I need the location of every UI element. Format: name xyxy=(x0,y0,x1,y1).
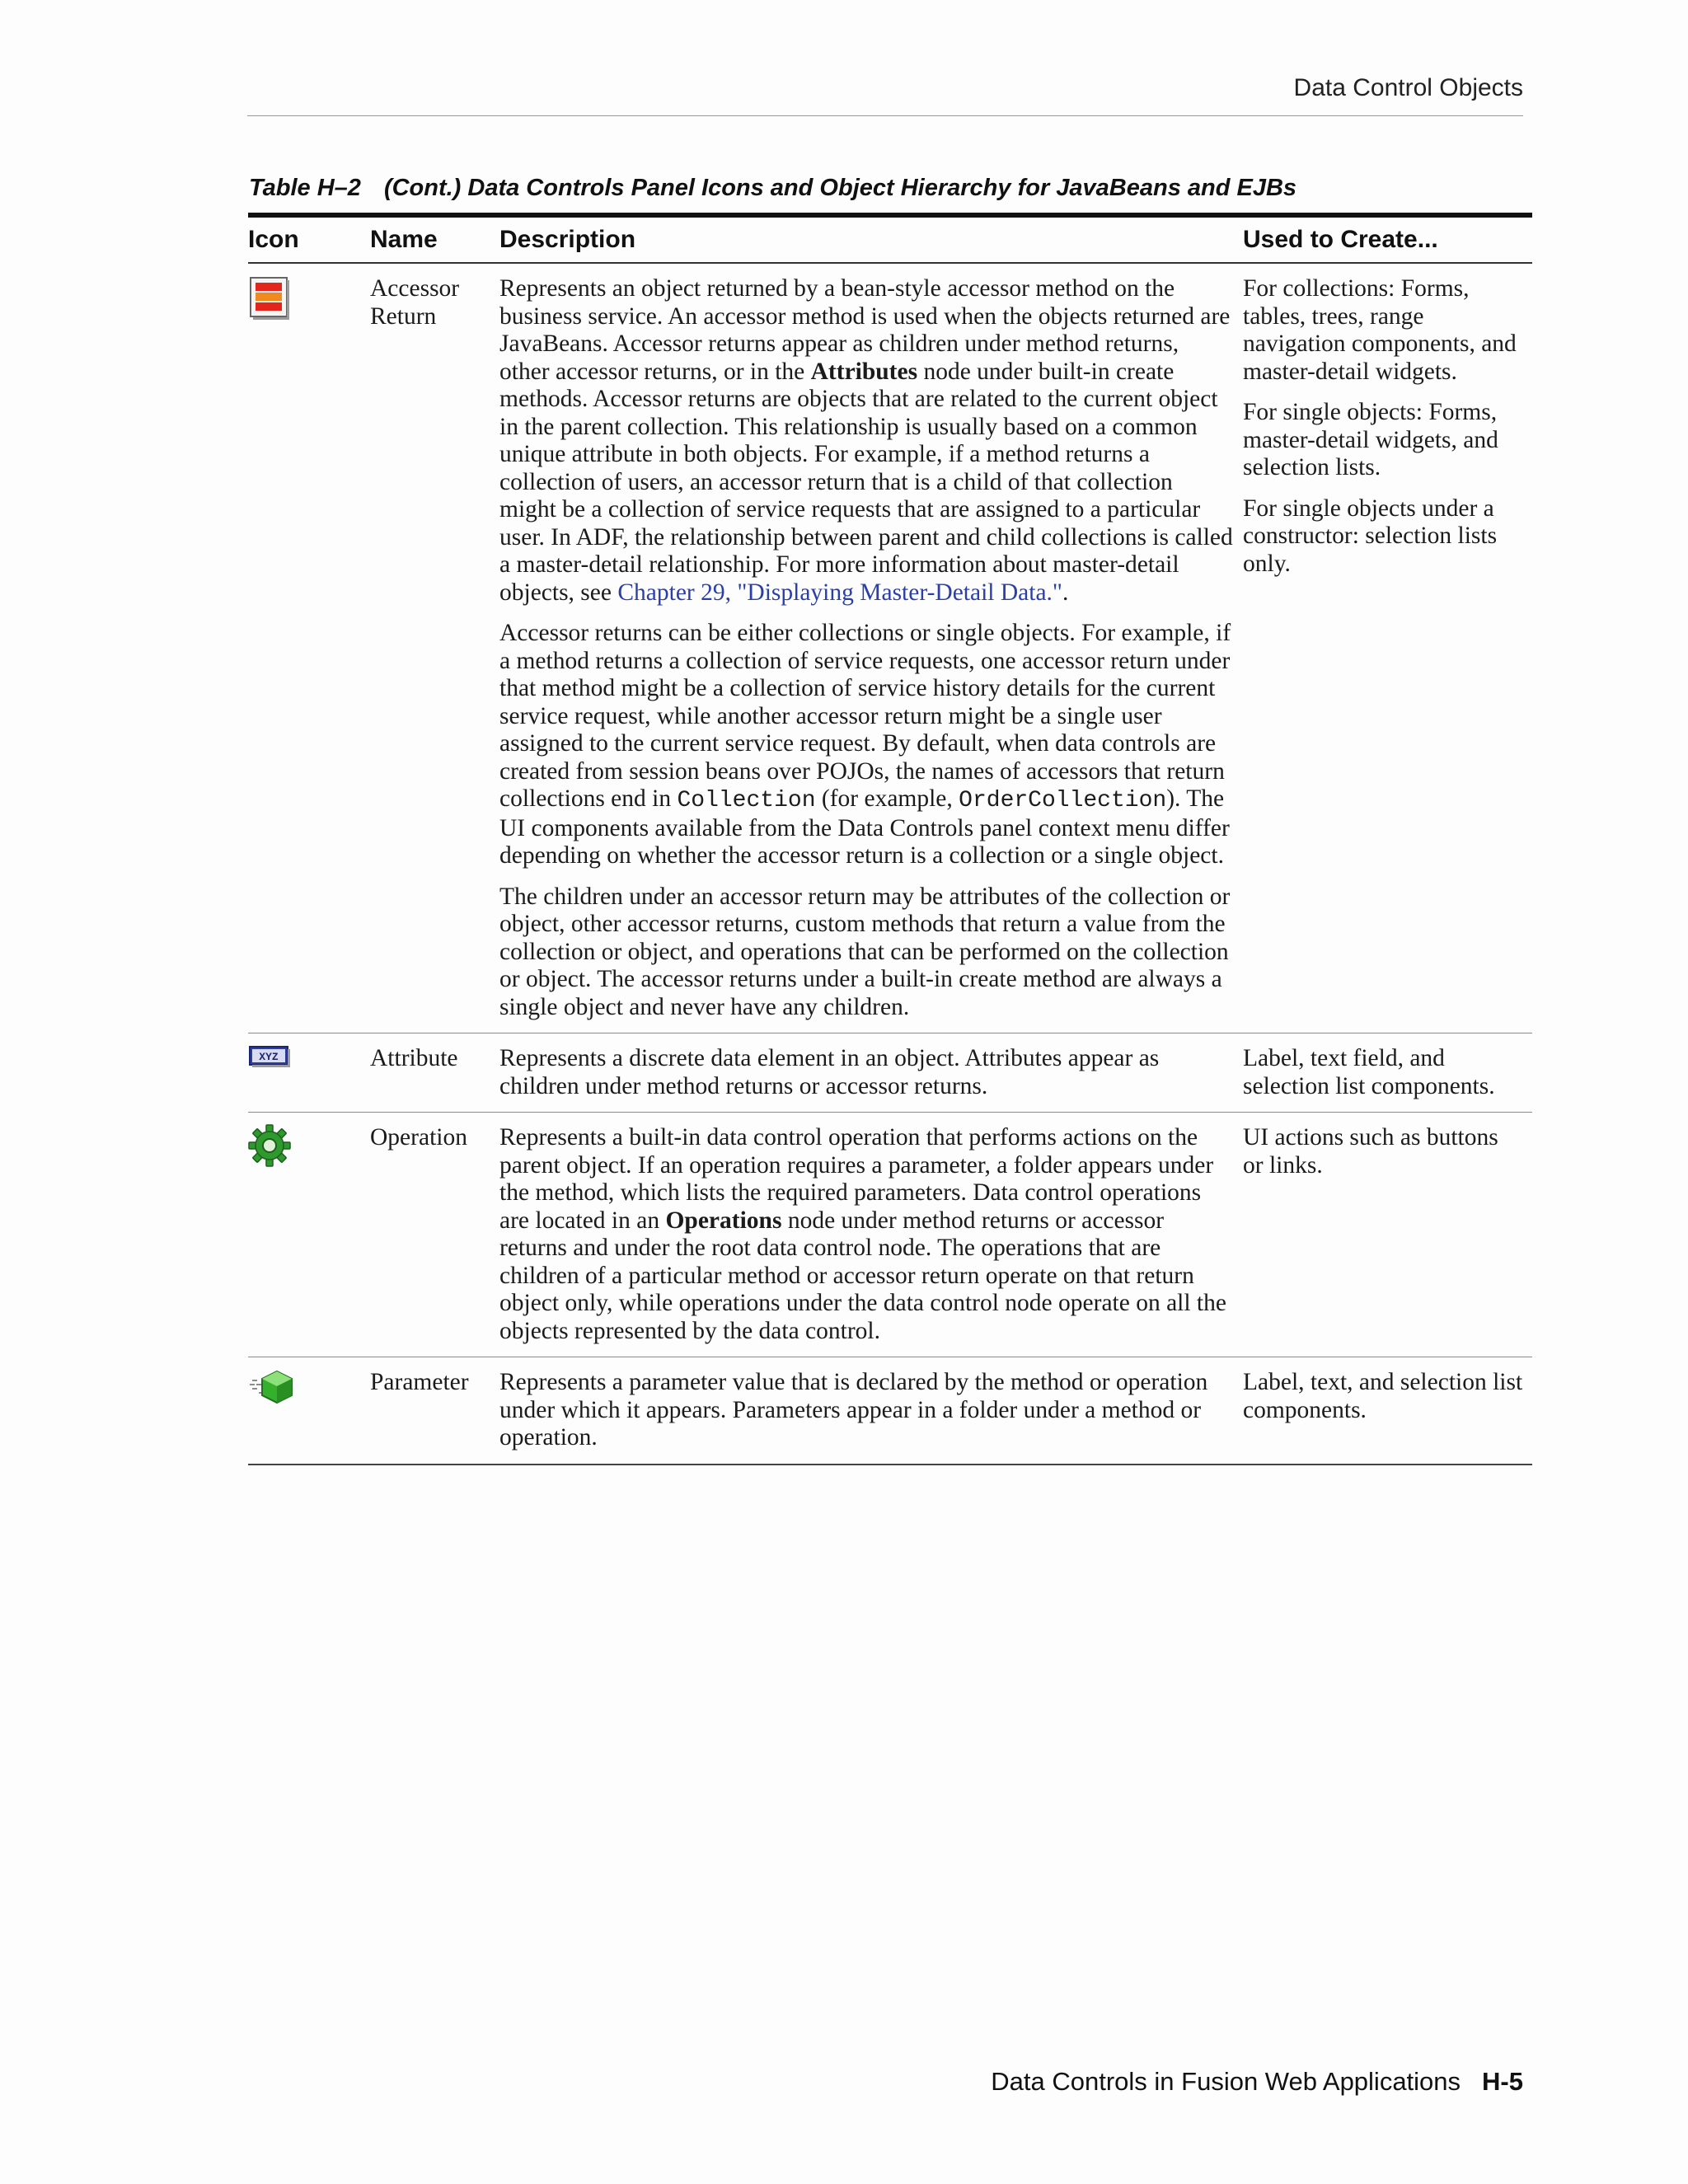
description-paragraph: Represents a discrete data element in an object. Attributes appear as children under method returns or accessor returns. xyxy=(499,1045,1160,1099)
row-used-to-create-cell xyxy=(1243,1113,1532,1357)
chapter-29-link[interactable]: Chapter 29, "Displaying Master-Detail Data." xyxy=(617,579,1062,606)
table-number: Table H–2 xyxy=(249,175,361,201)
attributes-node-term: Attributes xyxy=(810,358,918,385)
used-paragraph: For collections: Forms, tables, trees, range navigation components, and master-detail widgets. xyxy=(1243,275,1517,385)
row-name-cell: Operation xyxy=(370,1113,499,1357)
icon-cell xyxy=(248,1033,370,1113)
description-paragraph: Represents a built-in data control operation that performs actions on the parent object. If an operation requires a parameter, a folder appears under the method, which lists the required parameters. Data control operations are located in an Operations node under method returns or accessor returns and under the root data control node. The operations that are children of a particular method or accessor return operate on that return object only, while operations under the data control node operate on all the objects represented by the data control. xyxy=(499,1124,1226,1344)
description-paragraph: Represents a parameter value that is declared by the method or operation under which it appears. Parameters appear in a folder under a method or operation. xyxy=(499,1369,1208,1451)
table-caption xyxy=(249,175,1535,202)
running-header: Data Control Objects xyxy=(1293,74,1523,101)
description-paragraph: Accessor returns can be either collections or single objects. For example, if a method returns a collection of service requests, one accessor return under that method might be a collection of service history details for the current service request, while another accessor return might be a single user assigned to the current service request. By default, when data controls are created from session beans over POJOs, the names of accessors that return collections end in Collection (for example, OrderCollection). The UI components available from the Data Controls panel context menu differ depending on whether the accessor return is a collection or a single object. xyxy=(499,620,1231,869)
icon-cell xyxy=(248,1113,370,1357)
accessor-return-icon xyxy=(248,275,291,320)
code-order-collection: OrderCollection xyxy=(959,788,1167,813)
svg-text:XYZ: XYZ xyxy=(259,1051,279,1063)
code-collection: Collection xyxy=(677,788,816,813)
row-name-cell: Accessor Return xyxy=(370,263,499,1033)
column-header-description: Description xyxy=(499,215,1243,263)
used-paragraph: UI actions such as buttons or links. xyxy=(1243,1124,1498,1179)
used-paragraph: Label, text field, and selection list components. xyxy=(1243,1045,1495,1099)
description-paragraph: Represents an object returned by a bean-style accessor method on the business service. An accessor method is used when the objects returned are JavaBeans. Accessor returns appear as children under method returns, other accessor returns, or in the Attributes node under built-in create methods. Accessor returns are objects that are related to the current object in the parent collection. This relationship is usually based on a common unique attribute in both objects. For example, if a method returns a collection of users, an accessor return that is a child of that collection might be a collection of service requests that are assigned to a particular user. In ADF, the relationship between parent and child collections is called a master-detail relationship. For more information about master-detail objects, see Chapter 29, "Displaying Master-Detail Data.". xyxy=(499,275,1233,606)
data-controls-icons-table xyxy=(248,213,1532,1465)
column-header-icon: Icon xyxy=(248,215,370,263)
row-description-cell xyxy=(499,1033,1243,1113)
table-row-attribute xyxy=(248,1033,1532,1113)
used-paragraph: For single objects: Forms, master-detail widgets, and selection lists. xyxy=(1243,399,1498,480)
page-footer xyxy=(247,2067,1523,2097)
used-paragraph: For single objects under a constructor: selection lists only. xyxy=(1243,494,1498,577)
column-header-used-to-create: Used to Create... xyxy=(1243,215,1532,263)
row-name-cell: Parameter xyxy=(370,1357,499,1465)
attribute-icon xyxy=(248,1045,293,1070)
row-description-cell xyxy=(499,1113,1243,1357)
row-description-cell xyxy=(499,1357,1243,1465)
row-name-cell: Attribute xyxy=(370,1033,499,1113)
parameter-icon xyxy=(248,1369,298,1405)
used-paragraph: Label, text, and selection list components. xyxy=(1243,1369,1523,1423)
table-row-accessor-return xyxy=(248,263,1532,1033)
table-row-parameter xyxy=(248,1357,1532,1465)
column-header-name: Name xyxy=(370,215,499,263)
icon-cell xyxy=(248,263,370,1033)
row-used-to-create-cell xyxy=(1243,263,1532,1033)
table-row-operation xyxy=(248,1113,1532,1357)
table-title: (Cont.) Data Controls Panel Icons and Object Hierarchy for JavaBeans and EJBs xyxy=(383,175,1297,201)
description-paragraph: The children under an accessor return may be attributes of the collection or object, other accessor returns, custom methods that return a value from the collection or object, and operations that can be performed on the collection or object. The accessor returns under a built-in create method are always a single object and never have any children. xyxy=(499,883,1231,1020)
row-used-to-create-cell xyxy=(1243,1033,1532,1113)
operations-node-term: Operations xyxy=(665,1207,782,1234)
row-description-cell xyxy=(499,263,1243,1033)
header-divider xyxy=(247,115,1523,116)
table-header-row xyxy=(248,215,1532,263)
page-number: H-5 xyxy=(1482,2067,1523,2096)
icon-cell xyxy=(248,1357,370,1465)
operation-gear-icon xyxy=(248,1124,293,1169)
footer-book-title: Data Controls in Fusion Web Applications xyxy=(991,2067,1461,2096)
row-used-to-create-cell xyxy=(1243,1357,1532,1465)
